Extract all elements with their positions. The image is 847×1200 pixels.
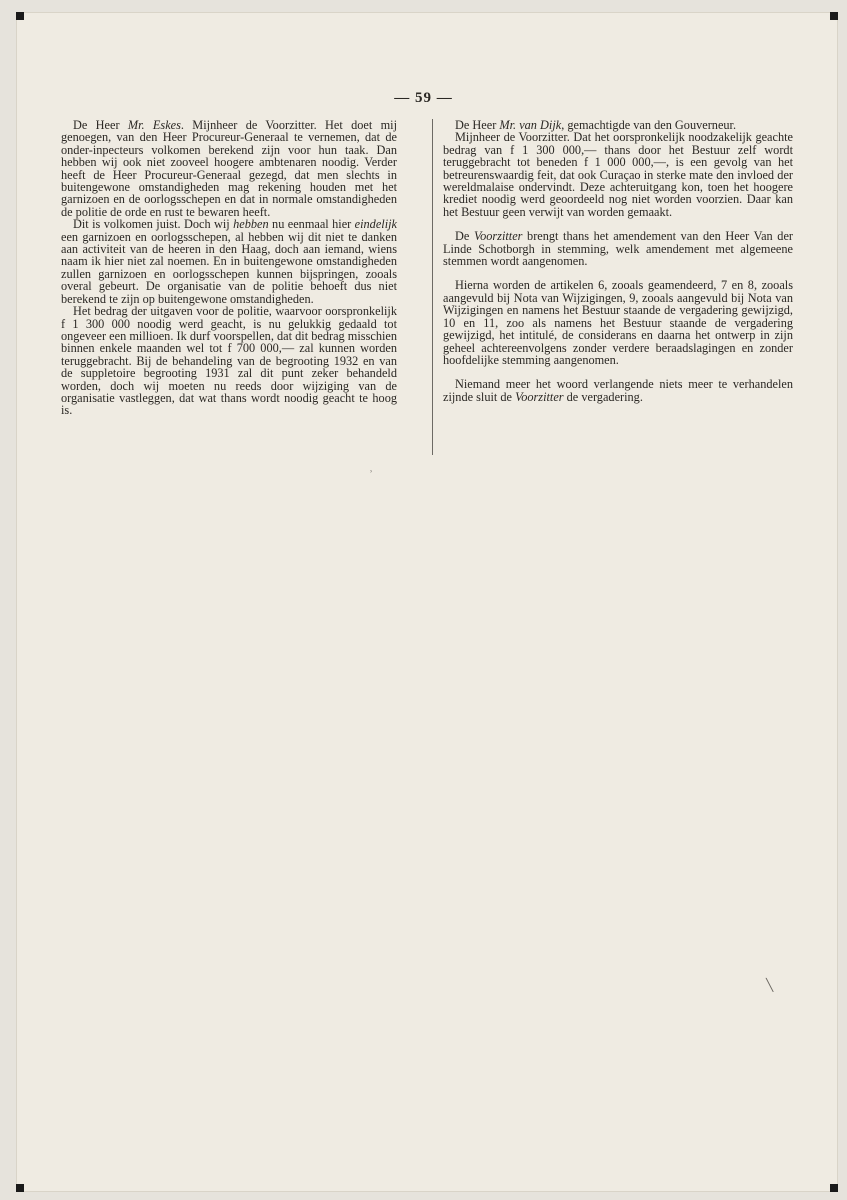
emphasis: hebben [233, 217, 269, 232]
text-run: De [455, 229, 474, 244]
paragraph-van-dijk-reply [443, 131, 793, 218]
text-run: nu eenmaal hier [268, 217, 355, 232]
text-run: Hierna worden de artikelen 6, zooals geamendeerd, 7 en 8, zooals aangevuld bij Nota van Wijzigingen, 9, zooals aangevuld bij Nota van Wijzigingen en namens het Bestuur staande de vergadering gewijzigd, 10 en 11, zoo als namens het Bestuur staande de vergadering gewijzigd, het intitulé, de considerans en daarna het ontwerp in zijn geheel achtereenvolgens zonder verdere beraadslagingen en zonder hoofdelijke stemming aangenomen. [443, 278, 793, 367]
text-run: brengt thans het amendement van den Heer Van der Linde Schotborgh in stemming, welk amendement met algemeene stemmen wordt aangenomen. [443, 229, 793, 269]
text-run: Het bedrag der uitgaven voor de politie, waarvoor oorspronkelijk f 1 300 000 noodig werd geacht, is nu gelukkig gedaald tot ongeveer een millioen. Ik durf voorspellen, dat dit bedrag misschien binnen enkele maanden wel tot f 700 000,— zal kunnen worden teruggebracht. Bij de behandeling van de begrooting 1932 en van de suppletoire begrooting 1931 zal dit punt zeker behandeld worden, doch wij moeten nu reeds door wijziging van de organisatie vastleggen, dat wat thans wordt noodig geacht te hoog is. [61, 304, 397, 418]
paragraph-eskes-intro [61, 119, 397, 218]
text-run: De Heer [455, 118, 500, 132]
emphasis: eindelijk [354, 217, 397, 232]
paragraph-meeting-closed [443, 378, 793, 403]
corner-mark-top-left [16, 12, 24, 20]
right-column [443, 119, 793, 403]
stray-mark: ╲ [766, 978, 774, 992]
speaker-name: Voorzitter [473, 229, 523, 244]
stray-mark: ˒ [369, 462, 373, 476]
text-run: Mijnheer de Voorzitter. Dat het oorspronkelijk noodzakelijk geachte bedrag van f 1 300 000,— thans door het Bestuur zelf wordt teruggebracht tot beneden f 1 000 000,—, is een gevolg van het betreurenswaardig feit, dat ook Curaçao in sterke mate den invloed der wereldmalaise ondervindt. Deze achteruitgang kon, toen het hoogere krediet noodig werd geoordeeld nog niet worden voorzien. Daar kan het Bestuur geen verwijt van worden gemaakt. [443, 130, 793, 219]
speaker-name: Voorzitter [515, 389, 564, 404]
paragraph-articles-adopted [443, 279, 793, 366]
speaker-name: Mr. Eskes [127, 118, 181, 132]
page-number: — 59 — [394, 90, 453, 106]
text-run: . Mijnheer de Voorzitter. Het doet mij genoegen, van den Heer Procureur-Generaal te vernemen, dat de onder-inpecteurs volkomen berekend zijn voor hun taak. Dan hebben wij ook niet zooveel hoogere ambtenaren noodig. Verder heeft de Heer Procureur-Generaal gezegd, dat men slechts in buitengewone omstandigheden mag rekening houden met het garnizoen en de oorlogsschepen en dat in normale omstandigheden de politie de orde en rust te bewaren heeft. [61, 118, 397, 219]
paragraph-eskes-budget [61, 305, 397, 417]
text-run: een garnizoen en oorlogsschepen, al hebben wij dit niet te danken aan activiteit van de heeren in den Haag, doch aan iemand, wiens naam ik hier niet zal noemen. En in buitengewone omstandigheden zullen garnizoen en oorlogsschepen kunnen bijspringen, zooals overal gebeurt. De organisatie van de politie behoeft dus niet berekend te zijn op buitengewone omstandigheden. [61, 229, 397, 306]
left-column [61, 119, 397, 417]
text-run: Niemand meer het woord verlangende niets meer te verhandelen zijnde sluit de [443, 377, 793, 404]
paragraph-amendment-vote [443, 230, 793, 267]
text-run: de vergadering. [563, 389, 643, 404]
column-divider [432, 119, 433, 455]
text-run: Dit is volkomen juist. Doch wij [73, 217, 234, 232]
corner-mark-bottom-left [16, 1184, 24, 1192]
text-run: De Heer [73, 118, 128, 132]
speaker-name: Mr. van Dijk [499, 118, 562, 132]
corner-mark-bottom-right [830, 1184, 838, 1192]
corner-mark-top-right [830, 12, 838, 20]
text-run: , gemachtigde van den Gouverneur. [561, 118, 737, 132]
paragraph-eskes-garrison [61, 218, 397, 305]
